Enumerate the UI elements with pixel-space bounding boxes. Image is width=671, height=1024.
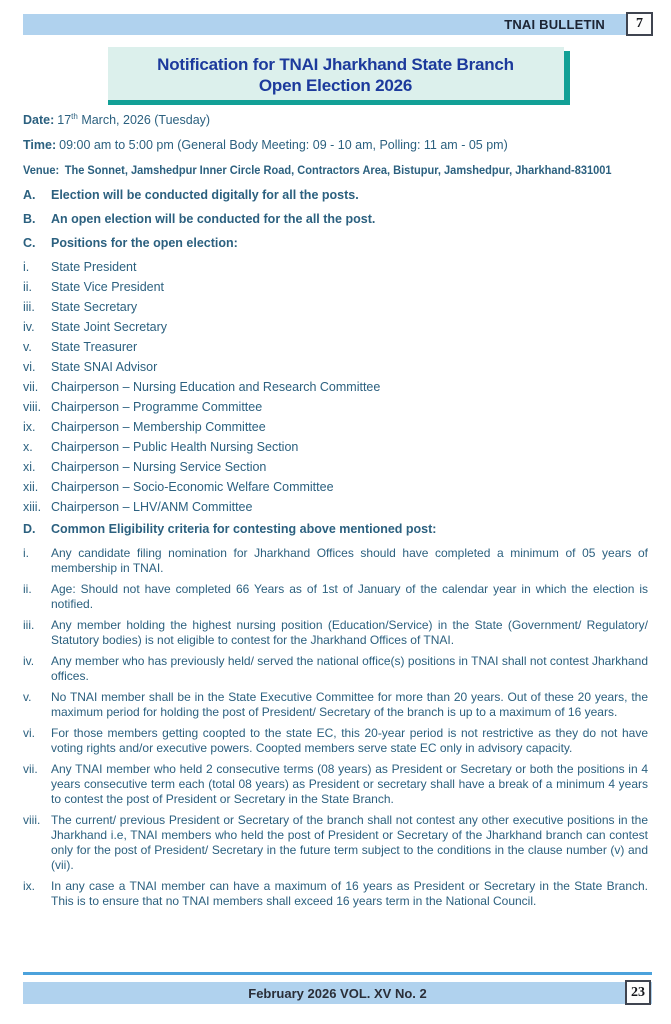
item-text: The current/ previous President or Secretary of the branch shall not contest any other executive positions in the Jharkhand i.e, TNAI members who held the post of President or Secretary of the Jharkhand branch can contest only for the post of President/ Secretary in the future term subject to the conditions in the clause number (v) and (vii). xyxy=(51,813,648,872)
date-ordinal: th xyxy=(71,111,78,121)
section-item xyxy=(23,235,648,251)
item-text: Chairperson – Nursing Education and Research Committee xyxy=(51,380,381,394)
venue-label: Venue: xyxy=(23,163,60,177)
position-item xyxy=(23,439,648,455)
item-marker: C. xyxy=(23,236,36,250)
item-text: State President xyxy=(51,260,137,274)
item-marker: ii. xyxy=(23,280,33,294)
item-text: In any case a TNAI member can have a maximum of 16 years as President or Secretary in the State Branch. This is to ensure that no TNAI members shall exceed 16 years term in the National Council. xyxy=(51,879,648,908)
position-item xyxy=(23,479,648,495)
item-text: Election will be conducted digitally for all the posts. xyxy=(51,188,359,202)
item-marker: vi. xyxy=(23,726,35,740)
item-text: Chairperson – Programme Committee xyxy=(51,400,263,414)
eligibility-heading xyxy=(23,521,648,537)
time-label: Time: xyxy=(23,138,57,152)
position-item xyxy=(23,379,648,395)
position-item xyxy=(23,299,648,315)
item-text: Age: Should not have completed 66 Years as of 1st of January of the calendar year in which the election is notified. xyxy=(51,582,648,611)
page-footer xyxy=(23,972,652,1004)
criteria-item xyxy=(23,618,648,648)
item-text: Any member who has previously held/ served the national office(s) positions in TNAI shall not contest Jharkhand offices. xyxy=(51,654,648,683)
position-item xyxy=(23,459,648,475)
section-item xyxy=(23,187,648,203)
time-value: 09:00 am to 5:00 pm (General Body Meeting: 09 - 10 am, Polling: 11 am - 05 pm) xyxy=(59,138,508,152)
time-line xyxy=(23,137,648,153)
item-marker: xiii. xyxy=(23,500,42,514)
item-text: State Treasurer xyxy=(51,340,138,354)
item-text: An open election will be conducted for the all the post. xyxy=(51,212,376,226)
item-marker: iii. xyxy=(23,618,35,632)
item-marker: viii. xyxy=(23,400,42,414)
notice-title-line1: Notification for TNAI Jharkhand State Branch xyxy=(157,55,514,74)
item-marker: ii. xyxy=(23,582,32,596)
item-marker: v. xyxy=(23,690,32,704)
item-marker: D. xyxy=(23,522,36,536)
item-marker: vii. xyxy=(23,380,39,394)
item-text: Any member holding the highest nursing position (Education/Service) in the State (Government/ Regulatory/ Statutory bodies) is not eligible to contest for the Jharkhand Offices of TNAI. xyxy=(51,618,648,647)
notice-title-box xyxy=(108,47,564,105)
item-text: Any candidate filing nomination for Jharkhand Offices should have completed a minimum of 05 years of membership in TNAI. xyxy=(51,546,648,575)
footer-rule xyxy=(23,972,652,975)
bulletin-title: TNAI BULLETIN xyxy=(504,17,605,32)
position-item xyxy=(23,499,648,515)
date-rest: March, 2026 (Tuesday) xyxy=(77,113,211,127)
section-item xyxy=(23,211,648,227)
notice-title-line2: Open Election 2026 xyxy=(258,76,413,95)
item-marker: ix. xyxy=(23,879,35,893)
positions-list xyxy=(23,259,648,515)
criteria-item xyxy=(23,813,648,873)
section-list xyxy=(23,187,648,251)
position-item xyxy=(23,419,648,435)
header-band xyxy=(23,14,646,35)
item-marker: iii. xyxy=(23,300,35,314)
position-item xyxy=(23,359,648,375)
item-marker: xi. xyxy=(23,460,36,474)
item-text: No TNAI member shall be in the State Executive Committee for more than 20 years. Out of these 20 years, the maximum period for holding the post of President/ Secretary of the branch is up to a maximum of 16 years. xyxy=(51,690,648,719)
header-page-number: 7 xyxy=(626,12,653,36)
criteria-item xyxy=(23,762,648,807)
venue-value: The Sonnet, Jamshedpur Inner Circle Road, Contractors Area, Bistupur, Jamshedpur, Jharkhand-831001 xyxy=(64,163,612,177)
item-text: State Joint Secretary xyxy=(51,320,168,334)
item-text: Common Eligibility criteria for contesting above mentioned post: xyxy=(51,522,437,536)
criteria-item xyxy=(23,654,648,684)
item-text: State Vice President xyxy=(51,280,165,294)
item-marker: i. xyxy=(23,260,30,274)
footer-issue-text: February 2026 VOL. XV No. 2 xyxy=(248,985,427,1001)
notice-title-wrap xyxy=(0,47,671,105)
date-day: 17 xyxy=(57,113,72,127)
item-marker: vi. xyxy=(23,360,36,374)
criteria-item xyxy=(23,879,648,909)
item-text: Chairperson – Nursing Service Section xyxy=(51,460,267,474)
item-text: Chairperson – Socio-Economic Welfare Committee xyxy=(51,480,334,494)
item-marker: B. xyxy=(23,212,36,226)
footer-band xyxy=(23,982,652,1004)
item-text: State Secretary xyxy=(51,300,138,314)
item-marker: v. xyxy=(23,340,32,354)
date-label: Date: xyxy=(23,113,55,127)
page-header xyxy=(23,12,653,36)
item-text: Chairperson – Membership Committee xyxy=(51,420,266,434)
position-item xyxy=(23,339,648,355)
item-marker: xii. xyxy=(23,480,39,494)
item-text: Any TNAI member who held 2 consecutive terms (08 years) as President or Secretary or both the positions in 4 years consecutive term each (total 08 years) as President or secretary shall have a break of a minimum 4 years to contest the post of President or Secretary in the State Branch. xyxy=(51,762,648,806)
footer-page-number: 23 xyxy=(625,980,651,1005)
item-marker: A. xyxy=(23,188,36,202)
item-marker: i. xyxy=(23,546,29,560)
item-text: Chairperson – Public Health Nursing Section xyxy=(51,440,299,454)
position-item xyxy=(23,399,648,415)
item-marker: ix. xyxy=(23,420,36,434)
criteria-list xyxy=(23,546,648,909)
criteria-item xyxy=(23,726,648,756)
item-text: Positions for the open election: xyxy=(51,236,238,250)
item-marker: iv. xyxy=(23,654,35,668)
item-marker: iv. xyxy=(23,320,35,334)
criteria-item xyxy=(23,690,648,720)
item-text: Chairperson – LHV/ANM Committee xyxy=(51,500,253,514)
item-marker: viii. xyxy=(23,813,41,827)
notice-body xyxy=(23,112,648,915)
item-marker: x. xyxy=(23,440,33,454)
position-item xyxy=(23,319,648,335)
item-text: For those members getting coopted to the state EC, this 20-year period is not restrictive as they do not have voting rights and/or executive powers. Coopted members serve state EC only in advisory capacity. xyxy=(51,726,648,755)
criteria-item xyxy=(23,546,648,576)
date-line xyxy=(23,112,648,128)
position-item xyxy=(23,259,648,275)
venue-line xyxy=(23,162,648,178)
criteria-item xyxy=(23,582,648,612)
position-item xyxy=(23,279,648,295)
item-marker: vii. xyxy=(23,762,38,776)
item-text: State SNAI Advisor xyxy=(51,360,158,374)
